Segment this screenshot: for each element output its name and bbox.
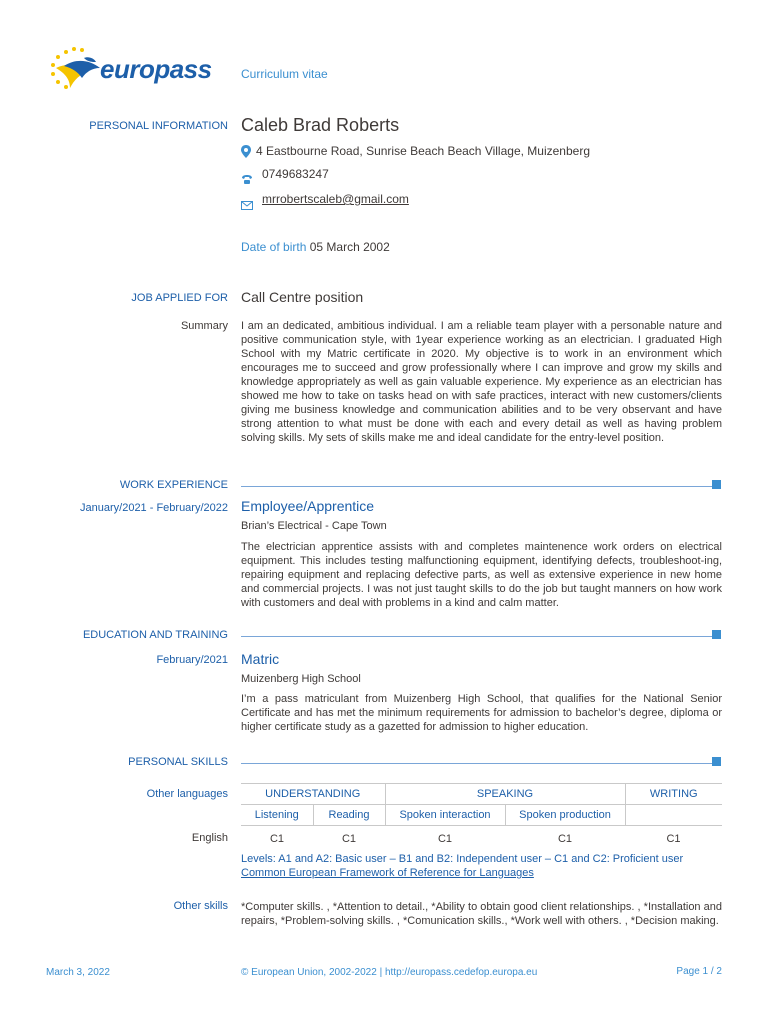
section-divider bbox=[241, 486, 714, 487]
education-school: Muizenberg High School bbox=[241, 673, 361, 685]
subheader-writing-blank bbox=[625, 805, 722, 826]
table-row bbox=[241, 826, 722, 853]
logo-wordmark: europass bbox=[100, 54, 212, 84]
subheader-spoken-production: Spoken production bbox=[505, 805, 625, 826]
education-dates: February/2021 bbox=[156, 654, 228, 666]
education-title: Matric bbox=[241, 651, 280, 667]
summary-text: I am an dedicated, ambitious individual. I am a reliable team player with a personable nature and positive communication style, with 1year experience working as an electrician. I graduated High School with my Matric certificate in 2020. My objective is to work in an environment which encourages me to succeed and grow professionally where I can improve and grow my skills and knowledge appropriately as well as gain valuable experience. My experience as an electrician has showed me how to take on tasks head on with safe practices, interact with new customers/clients giving me business knowledge and communication abilities and to be very observant and have strong attention to what must be done with each and every detail as well as having problem solving skills. My sets of skills make me and ideal candidate for the entry-level position. bbox=[241, 320, 722, 444]
other-skills-label: Other skills bbox=[173, 900, 228, 912]
footer-page-number: Page 1 / 2 bbox=[676, 966, 722, 977]
email-link[interactable]: mrrobertscaleb@gmail.com bbox=[262, 192, 409, 206]
document-title: Curriculum vitae bbox=[241, 67, 328, 81]
reading-level: C1 bbox=[341, 833, 357, 845]
header-writing: WRITING bbox=[625, 784, 722, 805]
listening-level: C1 bbox=[269, 833, 285, 845]
section-label-job: JOB APPLIED FOR bbox=[131, 292, 228, 304]
header-understanding: UNDERSTANDING bbox=[241, 784, 385, 805]
job-applied-value: Call Centre position bbox=[241, 289, 364, 305]
section-divider bbox=[241, 763, 714, 764]
other-skills-text: *Computer skills. , *Attention to detail., *Ability to obtain good client relationships. , *Installation and repairs, *Problem-solving skills. , *Comunication skills., *Work well with others. , *Decision making. bbox=[241, 901, 722, 927]
work-description: The electrician apprentice assists with and completes maintenence work orders on electrical equipment. This includes testing malfunctioning equipment, identifying defects, troubleshoot-ing, repairing equipment and replacing defective parts, as well as extensive experience in new home and commercial projects. I was not just taught skills to do the job but taught manners on how work with customers and deal with problems in a kind and calm matter. bbox=[241, 541, 722, 609]
footer-copyright: © European Union, 2002-2022 | http://europass.cedefop.europa.eu bbox=[241, 967, 538, 978]
dob-label: Date of birth bbox=[241, 240, 307, 254]
dob-value: 05 March 2002 bbox=[309, 240, 390, 254]
spoken-production-level: C1 bbox=[557, 833, 573, 845]
header-speaking: SPEAKING bbox=[385, 784, 625, 805]
email-icon bbox=[241, 197, 253, 206]
summary-label: Summary bbox=[180, 320, 228, 332]
address: 4 Eastbourne Road, Sunrise Beach Beach Village, Muizenberg bbox=[256, 144, 590, 158]
phone-icon bbox=[241, 172, 253, 182]
section-marker bbox=[712, 757, 721, 766]
spoken-interaction-level: C1 bbox=[437, 833, 453, 845]
person-name: Caleb Brad Roberts bbox=[241, 115, 400, 135]
work-dates: January/2021 - February/2022 bbox=[80, 502, 228, 514]
subheader-spoken-interaction: Spoken interaction bbox=[385, 805, 505, 826]
footer-date: March 3, 2022 bbox=[46, 967, 110, 978]
language-name: English bbox=[191, 832, 228, 844]
section-label-education: EDUCATION AND TRAINING bbox=[82, 629, 228, 641]
education-description: I’m a pass matriculant from Muizenberg High School, that qualifies for the National Senior Certificate and has met the minimum requirements for admission to bachelor’s degree, diploma or higher certificate study as a gazetted for admission to higher education. bbox=[241, 693, 722, 733]
section-label-skills: PERSONAL SKILLS bbox=[128, 756, 228, 768]
europass-logo bbox=[44, 44, 216, 94]
subheader-reading: Reading bbox=[313, 805, 385, 826]
section-label-personal: PERSONAL INFORMATION bbox=[89, 120, 228, 132]
location-pin-icon bbox=[241, 145, 251, 158]
work-employer: Brian’s Electrical - Cape Town bbox=[241, 520, 387, 532]
other-languages-label: Other languages bbox=[146, 788, 228, 800]
date-of-birth bbox=[241, 240, 390, 254]
writing-level: C1 bbox=[666, 833, 681, 845]
section-marker bbox=[712, 630, 721, 639]
language-table bbox=[241, 783, 722, 852]
phone-number: 0749683247 bbox=[262, 167, 329, 181]
section-divider bbox=[241, 636, 714, 637]
section-marker bbox=[712, 480, 721, 489]
work-title: Employee/Apprentice bbox=[241, 498, 375, 514]
framework-link[interactable]: Common European Framework of Reference for Languages bbox=[241, 867, 534, 879]
levels-note: Levels: A1 and A2: Basic user – B1 and B2: Independent user – C1 and C2: Proficient user bbox=[241, 853, 684, 865]
subheader-listening: Listening bbox=[241, 805, 313, 826]
section-label-work: WORK EXPERIENCE bbox=[119, 479, 228, 491]
